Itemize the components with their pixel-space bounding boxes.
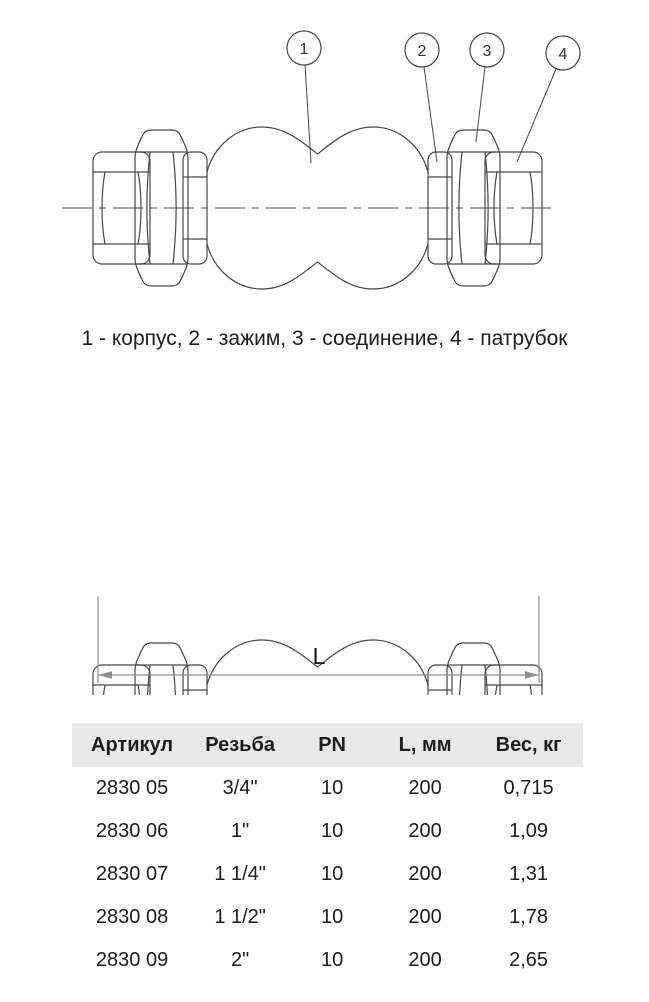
table-cell: 10: [320, 863, 344, 885]
callout-3-leader: [476, 67, 485, 142]
callout-2-number: 2: [417, 43, 427, 60]
parts-legend: 1 - корпус, 2 - зажим, 3 - соединение, 4 - патрубок: [81, 327, 568, 350]
table-cell: 200: [408, 820, 442, 842]
annotated-joint-diagram: [52, 25, 597, 305]
callout-1-number: 1: [299, 41, 309, 58]
table-cell: 1,31: [509, 863, 549, 885]
table-cell: 2830 06: [95, 820, 169, 842]
spec-table: [72, 723, 583, 982]
spec-table-body: [72, 767, 583, 982]
table-row: [72, 853, 583, 896]
table-cell: 200: [408, 863, 442, 885]
table-cell: 2,65: [509, 949, 549, 971]
table-cell: 10: [320, 777, 344, 799]
spec-table-head: [72, 723, 583, 767]
table-cell: 2": [230, 949, 250, 971]
bellows-body-top: [207, 127, 428, 172]
table-cell: 2830 05: [95, 777, 169, 799]
expansion-joint-drawing-copy: [62, 640, 557, 695]
callout-4-number: 4: [558, 46, 568, 63]
table-cell: 1": [230, 820, 250, 842]
column-header: Резьба: [192, 723, 288, 767]
dimension-arrow-right: [525, 671, 539, 679]
table-cell: 1,09: [509, 820, 549, 842]
table-cell: 2830 09: [95, 949, 169, 971]
table-cell: 200: [408, 949, 442, 971]
table-row: [72, 896, 583, 939]
table-row: [72, 767, 583, 810]
table-cell: 2830 08: [95, 906, 169, 928]
table-cell: 10: [320, 949, 344, 971]
dimension-arrow-left: [98, 671, 112, 679]
dimensioned-joint-diagram: [52, 450, 597, 695]
table-row: [72, 939, 583, 982]
table-cell: 3/4": [222, 777, 258, 799]
table-row: [72, 810, 583, 853]
table-cell: 1 1/2": [214, 906, 266, 928]
table-cell: 2830 07: [95, 863, 169, 885]
callout-4-leader: [517, 69, 556, 162]
table-cell: 10: [320, 906, 344, 928]
expansion-joint-drawing: [62, 127, 557, 289]
table-cell: 1 1/4": [214, 863, 266, 885]
header-row: [72, 723, 583, 767]
bellows-body-bottom: [207, 244, 428, 289]
callout-3: [470, 33, 504, 142]
callout-2-leader: [424, 67, 437, 162]
dimension-label: L: [312, 643, 326, 669]
table-cell: 10: [320, 820, 344, 842]
table-cell: 1,78: [509, 906, 549, 928]
callout-4: [517, 36, 580, 162]
callout-3-number: 3: [482, 43, 492, 60]
table-cell: 200: [408, 906, 442, 928]
column-header: L, мм: [376, 723, 474, 767]
column-header: PN: [288, 723, 376, 767]
length-dimension: [98, 596, 539, 683]
callout-1-leader: [305, 65, 311, 163]
column-header: Вес, кг: [474, 723, 583, 767]
table-cell: 0,715: [503, 777, 554, 799]
table-cell: 200: [408, 777, 442, 799]
column-header: Артикул: [72, 723, 192, 767]
